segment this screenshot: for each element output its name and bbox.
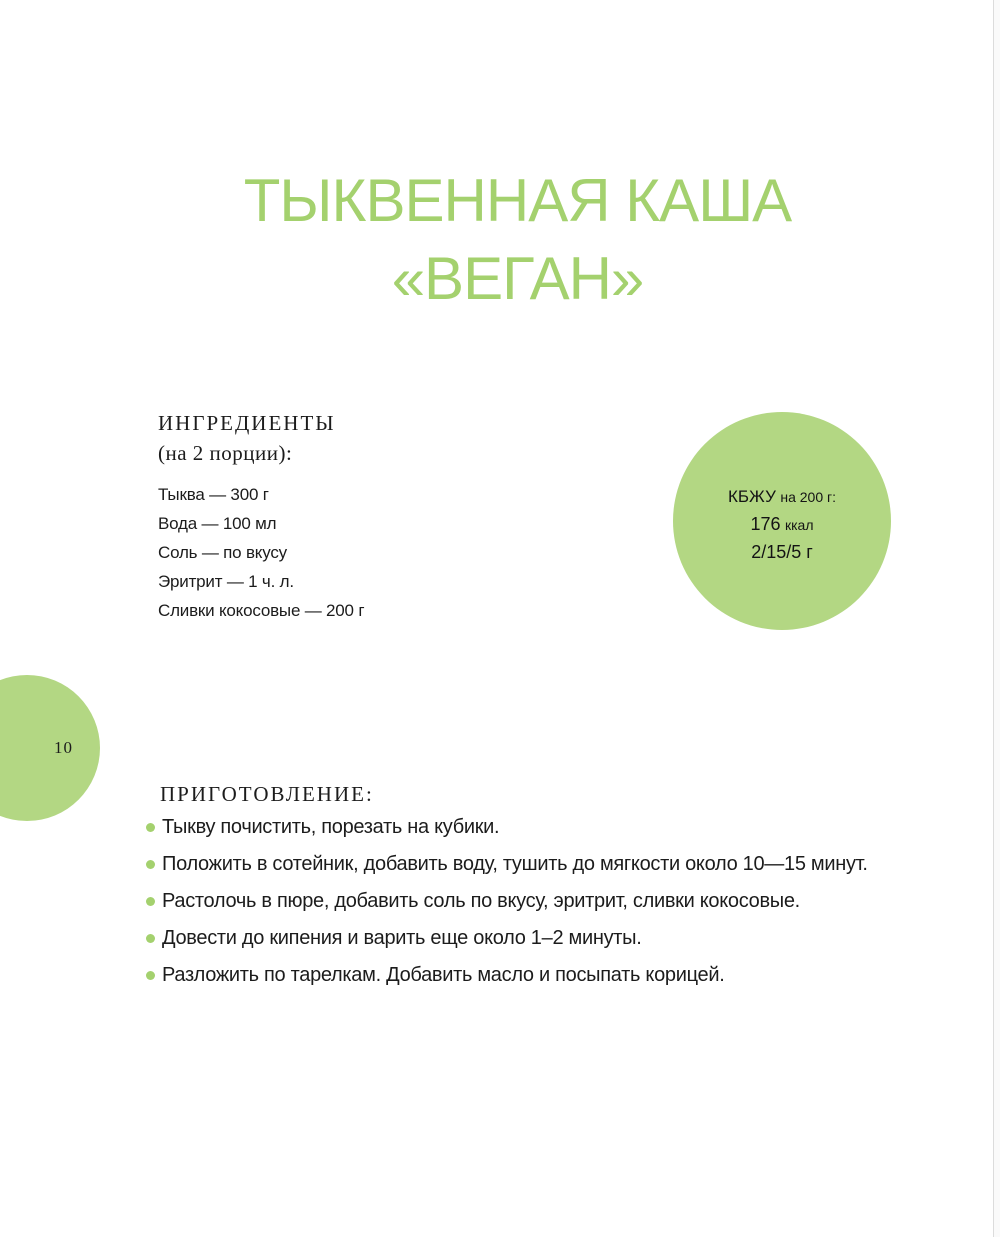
method-step-text: Положить в сотейник, добавить воду, тушить до мягкости около 10—15 минут. bbox=[162, 853, 868, 875]
nutrition-calories-value: 176 bbox=[750, 513, 781, 534]
page-number-circle bbox=[0, 675, 100, 821]
page-number: 10 bbox=[54, 738, 73, 757]
method-step bbox=[158, 962, 892, 988]
ingredient-list bbox=[158, 480, 578, 625]
nutrition-calories-unit: ккал bbox=[784, 516, 814, 533]
bullet-icon bbox=[146, 860, 155, 869]
method-step bbox=[158, 888, 892, 914]
method-step bbox=[158, 925, 892, 951]
method-step bbox=[158, 814, 892, 840]
recipe-title bbox=[100, 162, 935, 318]
nutrition-label-line bbox=[728, 483, 836, 511]
method-step bbox=[158, 851, 892, 877]
ingredients-heading: ИНГРЕДИЕНТЫ bbox=[158, 411, 336, 435]
ingredient-item: Вода — 100 мл bbox=[158, 514, 277, 533]
ingredient-item: Эритрит — 1 ч. л. bbox=[158, 572, 294, 591]
nutrition-per-portion: на 200 г: bbox=[780, 488, 837, 505]
bullet-icon bbox=[146, 971, 155, 980]
nutrition-badge bbox=[673, 412, 891, 630]
bullet-icon bbox=[146, 934, 155, 943]
page-edge bbox=[993, 0, 1000, 1237]
ingredient-item: Сливки кокосовые — 200 г bbox=[158, 601, 365, 620]
method-heading: ПРИГОТОВЛЕНИЕ: bbox=[160, 782, 374, 806]
method-steps bbox=[158, 814, 892, 988]
method-section bbox=[158, 780, 892, 999]
ingredient-item: Тыква — 300 г bbox=[158, 485, 269, 504]
method-step-text: Тыкву почистить, порезать на кубики. bbox=[162, 816, 500, 838]
bullet-icon bbox=[146, 823, 155, 832]
nutrition-calories-line bbox=[750, 511, 813, 539]
ingredients-section bbox=[158, 408, 578, 625]
recipe-title-line-2: «ВЕГАН» bbox=[391, 245, 644, 312]
method-step-text: Растолочь в пюре, добавить соль по вкусу, эритрит, сливки кокосовые. bbox=[162, 890, 800, 912]
recipe-title-line-1: ТЫКВЕННАЯ КАША bbox=[243, 167, 792, 234]
nutrition-macros: 2/15/5 г bbox=[751, 541, 813, 562]
ingredients-servings: (на 2 порции): bbox=[158, 441, 293, 465]
bullet-icon bbox=[146, 897, 155, 906]
method-step-text: Разложить по тарелкам. Добавить масло и посыпать корицей. bbox=[162, 964, 725, 986]
nutrition-label: КБЖУ bbox=[727, 486, 776, 506]
ingredient-item: Соль — по вкусу bbox=[158, 543, 287, 562]
method-step-text: Довести до кипения и варить еще около 1–2 минуты. bbox=[162, 927, 642, 949]
